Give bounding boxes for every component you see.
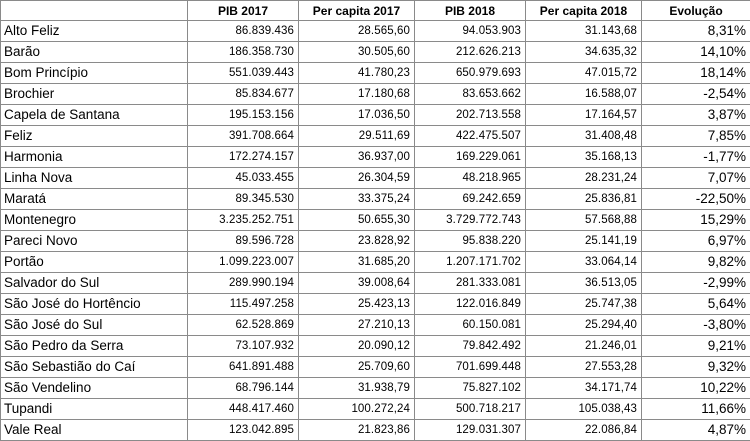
cell-pib-2018: 75.827.102 <box>415 378 526 399</box>
cell-pib-2018: 94.053.903 <box>415 21 526 42</box>
cell-pib-2017: 89.345.530 <box>188 189 299 210</box>
cell-pib-2018: 701.699.448 <box>415 357 526 378</box>
cell-per-capita-2018: 35.168,13 <box>526 147 642 168</box>
cell-evolucao: 9,21% <box>642 336 750 357</box>
cell-evolucao: 5,64% <box>642 294 750 315</box>
cell-municipio: Harmonia <box>1 147 188 168</box>
cell-per-capita-2018: 27.553,28 <box>526 357 642 378</box>
header-pib-2017: PIB 2017 <box>188 1 299 21</box>
cell-evolucao: 4,87% <box>642 420 750 441</box>
cell-pib-2018: 60.150.081 <box>415 315 526 336</box>
cell-municipio: São José do Sul <box>1 315 188 336</box>
cell-per-capita-2018: 16.588,07 <box>526 84 642 105</box>
cell-pib-2018: 650.979.693 <box>415 63 526 84</box>
table-row <box>1 252 750 273</box>
cell-pib-2017: 115.497.258 <box>188 294 299 315</box>
cell-per-capita-2018: 31.143,68 <box>526 21 642 42</box>
cell-pib-2018: 422.475.507 <box>415 126 526 147</box>
cell-evolucao: 7,07% <box>642 168 750 189</box>
table-row <box>1 336 750 357</box>
cell-municipio: Tupandi <box>1 399 188 420</box>
table-row <box>1 378 750 399</box>
cell-per-capita-2017: 17.036,50 <box>299 105 415 126</box>
cell-pib-2018: 3.729.772.743 <box>415 210 526 231</box>
table-body <box>1 21 750 441</box>
cell-municipio: São José do Hortêncio <box>1 294 188 315</box>
table-row <box>1 84 750 105</box>
header-pib-2018: PIB 2018 <box>415 1 526 21</box>
cell-per-capita-2017: 100.272,24 <box>299 399 415 420</box>
cell-pib-2017: 391.708.664 <box>188 126 299 147</box>
table-row <box>1 147 750 168</box>
table-row <box>1 420 750 441</box>
cell-municipio: Linha Nova <box>1 168 188 189</box>
header-municipio <box>1 1 188 21</box>
cell-per-capita-2018: 33.064,14 <box>526 252 642 273</box>
cell-pib-2017: 62.528.869 <box>188 315 299 336</box>
cell-municipio: Alto Feliz <box>1 21 188 42</box>
cell-pib-2017: 123.042.895 <box>188 420 299 441</box>
cell-evolucao: 15,29% <box>642 210 750 231</box>
cell-evolucao: -2,54% <box>642 84 750 105</box>
table-row <box>1 105 750 126</box>
cell-municipio: Capela de Santana <box>1 105 188 126</box>
cell-per-capita-2017: 29.511,69 <box>299 126 415 147</box>
cell-per-capita-2018: 47.015,72 <box>526 63 642 84</box>
cell-pib-2017: 641.891.488 <box>188 357 299 378</box>
cell-evolucao: 10,22% <box>642 378 750 399</box>
cell-per-capita-2018: 34.635,32 <box>526 42 642 63</box>
cell-evolucao: 7,85% <box>642 126 750 147</box>
cell-per-capita-2017: 23.828,92 <box>299 231 415 252</box>
table-row <box>1 357 750 378</box>
cell-evolucao: -1,77% <box>642 147 750 168</box>
header-evolucao: Evolução <box>642 1 750 21</box>
cell-per-capita-2018: 21.246,01 <box>526 336 642 357</box>
cell-per-capita-2017: 21.823,86 <box>299 420 415 441</box>
table-row <box>1 315 750 336</box>
cell-pib-2017: 448.417.460 <box>188 399 299 420</box>
cell-municipio: São Vendelino <box>1 378 188 399</box>
table-row <box>1 294 750 315</box>
cell-pib-2018: 83.653.662 <box>415 84 526 105</box>
header-row <box>1 1 750 21</box>
cell-evolucao: 11,66% <box>642 399 750 420</box>
cell-evolucao: -22,50% <box>642 189 750 210</box>
cell-municipio: Vale Real <box>1 420 188 441</box>
cell-per-capita-2017: 28.565,60 <box>299 21 415 42</box>
cell-pib-2017: 195.153.156 <box>188 105 299 126</box>
cell-pib-2018: 281.333.081 <box>415 273 526 294</box>
cell-pib-2018: 500.718.217 <box>415 399 526 420</box>
cell-per-capita-2018: 34.171,74 <box>526 378 642 399</box>
cell-pib-2017: 289.990.194 <box>188 273 299 294</box>
table-row <box>1 189 750 210</box>
cell-per-capita-2017: 31.685,20 <box>299 252 415 273</box>
cell-per-capita-2018: 105.038,43 <box>526 399 642 420</box>
cell-pib-2017: 45.033.455 <box>188 168 299 189</box>
cell-per-capita-2018: 25.141,19 <box>526 231 642 252</box>
cell-pib-2017: 3.235.252.751 <box>188 210 299 231</box>
cell-per-capita-2018: 25.294,40 <box>526 315 642 336</box>
cell-evolucao: 9,82% <box>642 252 750 273</box>
header-per-capita-2018: Per capita 2018 <box>526 1 642 21</box>
cell-pib-2018: 69.242.659 <box>415 189 526 210</box>
cell-per-capita-2018: 36.513,05 <box>526 273 642 294</box>
cell-per-capita-2017: 26.304,59 <box>299 168 415 189</box>
cell-per-capita-2017: 50.655,30 <box>299 210 415 231</box>
cell-municipio: Montenegro <box>1 210 188 231</box>
cell-per-capita-2017: 17.180,68 <box>299 84 415 105</box>
cell-evolucao: -2,99% <box>642 273 750 294</box>
cell-per-capita-2017: 27.210,13 <box>299 315 415 336</box>
cell-pib-2017: 85.834.677 <box>188 84 299 105</box>
cell-per-capita-2017: 41.780,23 <box>299 63 415 84</box>
cell-per-capita-2018: 25.836,81 <box>526 189 642 210</box>
cell-per-capita-2018: 25.747,38 <box>526 294 642 315</box>
cell-pib-2018: 129.031.307 <box>415 420 526 441</box>
cell-pib-2018: 48.218.965 <box>415 168 526 189</box>
table-row <box>1 42 750 63</box>
cell-pib-2018: 1.207.171.702 <box>415 252 526 273</box>
table-row <box>1 399 750 420</box>
cell-per-capita-2017: 33.375,24 <box>299 189 415 210</box>
cell-municipio: Feliz <box>1 126 188 147</box>
table-row <box>1 231 750 252</box>
cell-pib-2018: 169.229.061 <box>415 147 526 168</box>
cell-pib-2018: 202.713.558 <box>415 105 526 126</box>
cell-pib-2018: 79.842.492 <box>415 336 526 357</box>
table-row <box>1 168 750 189</box>
cell-evolucao: 9,32% <box>642 357 750 378</box>
cell-evolucao: 3,87% <box>642 105 750 126</box>
cell-per-capita-2017: 36.937,00 <box>299 147 415 168</box>
cell-per-capita-2017: 30.505,60 <box>299 42 415 63</box>
header-per-capita-2017: Per capita 2017 <box>299 1 415 21</box>
cell-per-capita-2018: 28.231,24 <box>526 168 642 189</box>
cell-pib-2017: 89.596.728 <box>188 231 299 252</box>
table-row <box>1 273 750 294</box>
cell-municipio: Portão <box>1 252 188 273</box>
cell-pib-2018: 95.838.220 <box>415 231 526 252</box>
cell-pib-2017: 551.039.443 <box>188 63 299 84</box>
cell-per-capita-2017: 25.423,13 <box>299 294 415 315</box>
cell-municipio: Maratá <box>1 189 188 210</box>
table-row <box>1 126 750 147</box>
cell-per-capita-2017: 31.938,79 <box>299 378 415 399</box>
cell-municipio: São Pedro da Serra <box>1 336 188 357</box>
table-header <box>1 1 750 21</box>
cell-pib-2018: 122.016.849 <box>415 294 526 315</box>
cell-municipio: Barão <box>1 42 188 63</box>
cell-pib-2018: 212.626.213 <box>415 42 526 63</box>
cell-pib-2017: 73.107.932 <box>188 336 299 357</box>
cell-per-capita-2018: 57.568,88 <box>526 210 642 231</box>
table-row <box>1 21 750 42</box>
cell-per-capita-2018: 22.086,84 <box>526 420 642 441</box>
cell-per-capita-2017: 25.709,60 <box>299 357 415 378</box>
cell-pib-2017: 172.274.157 <box>188 147 299 168</box>
cell-evolucao: -3,80% <box>642 315 750 336</box>
cell-municipio: Brochier <box>1 84 188 105</box>
cell-pib-2017: 86.839.436 <box>188 21 299 42</box>
cell-per-capita-2017: 39.008,64 <box>299 273 415 294</box>
cell-pib-2017: 68.796.144 <box>188 378 299 399</box>
table-row <box>1 210 750 231</box>
cell-municipio: Pareci Novo <box>1 231 188 252</box>
cell-evolucao: 18,14% <box>642 63 750 84</box>
cell-evolucao: 14,10% <box>642 42 750 63</box>
cell-municipio: Bom Princípio <box>1 63 188 84</box>
table-row <box>1 63 750 84</box>
cell-per-capita-2018: 17.164,57 <box>526 105 642 126</box>
cell-municipio: São Sebastião do Caí <box>1 357 188 378</box>
cell-per-capita-2018: 31.408,48 <box>526 126 642 147</box>
cell-pib-2017: 186.358.730 <box>188 42 299 63</box>
cell-municipio: Salvador do Sul <box>1 273 188 294</box>
cell-per-capita-2017: 20.090,12 <box>299 336 415 357</box>
cell-pib-2017: 1.099.223.007 <box>188 252 299 273</box>
cell-evolucao: 8,31% <box>642 21 750 42</box>
cell-evolucao: 6,97% <box>642 231 750 252</box>
